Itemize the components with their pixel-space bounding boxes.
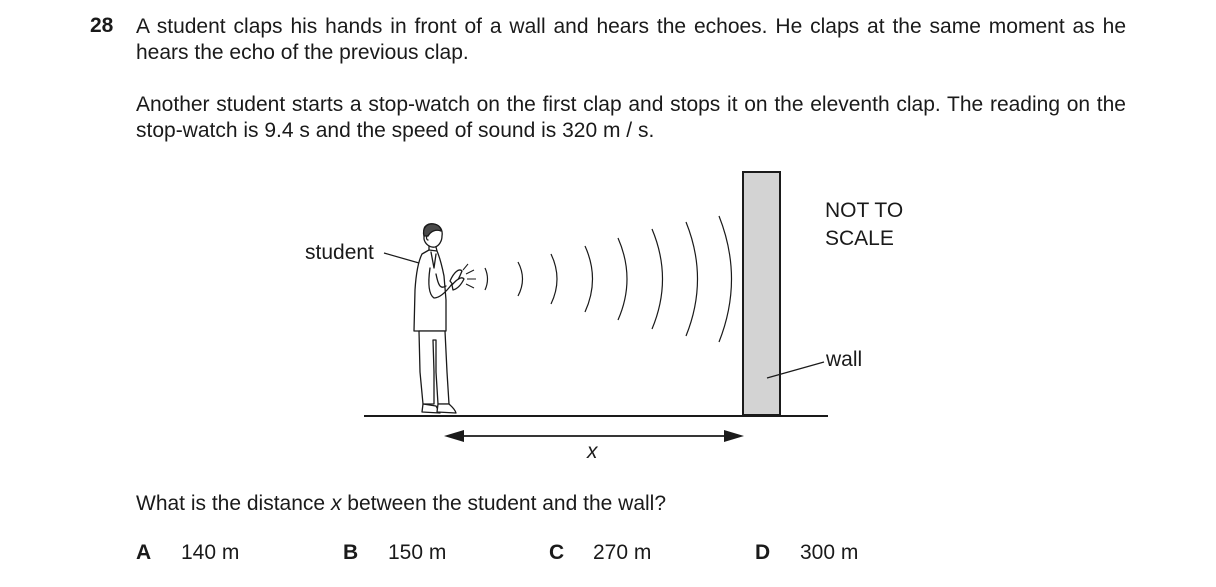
- sound-waves: [485, 216, 732, 342]
- question-paragraph-1: A student claps his hands in front of a wall and hears the echoes. He claps at the same moment as he hears the echo of the previous clap.: [136, 15, 1126, 64]
- option-b[interactable]: [343, 541, 446, 565]
- student-label: student: [305, 241, 374, 264]
- option-b-value: 150 m: [388, 541, 447, 564]
- question-number: 28: [90, 14, 114, 37]
- question-prompt: [136, 492, 666, 516]
- option-b-letter: B: [343, 541, 359, 564]
- not-to-scale-line2: SCALE: [825, 227, 894, 250]
- not-to-scale-line1: NOT TO: [825, 199, 904, 222]
- distance-label: x: [587, 440, 598, 463]
- question-prompt-variable: x: [330, 492, 342, 515]
- option-a-value: 140 m: [181, 541, 240, 564]
- question-prompt-start: What is the distance: [136, 492, 331, 515]
- clap-burst: [463, 264, 476, 288]
- option-c-value: 270 m: [593, 541, 652, 564]
- option-c[interactable]: [549, 541, 651, 565]
- question-paragraph-2: Another student starts a stop-watch on the first clap and stops it on the eleventh clap. The reading on the stop-watch is 9.4 s and the speed of sound is 320 m / s.: [136, 93, 1126, 142]
- option-d-value: 300 m: [800, 541, 859, 564]
- option-d-letter: D: [755, 541, 771, 564]
- option-a[interactable]: [136, 541, 239, 565]
- wall: [743, 172, 780, 415]
- wall-label: wall: [826, 348, 863, 371]
- student-figure: [414, 224, 464, 413]
- option-d[interactable]: [755, 541, 858, 565]
- option-c-letter: C: [549, 541, 565, 564]
- question-prompt-end: between the student and the wall?: [341, 492, 667, 515]
- option-a-letter: A: [136, 541, 152, 564]
